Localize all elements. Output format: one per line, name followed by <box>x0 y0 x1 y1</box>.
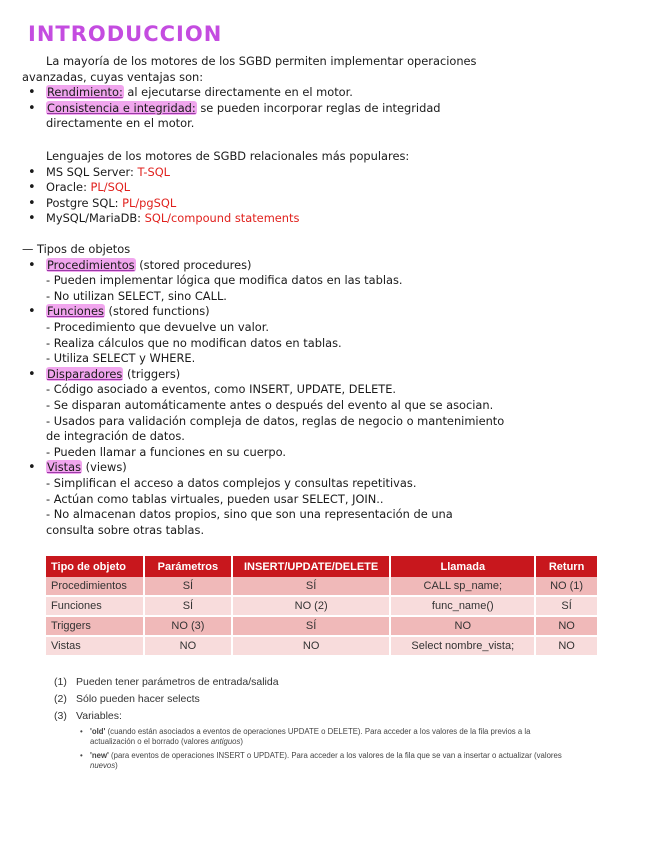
table-cell: SÍ <box>144 577 232 596</box>
column-header: Return <box>535 556 598 577</box>
description-line: - Pueden implementar lógica que modifica datos en las tablas. <box>46 273 403 288</box>
object-type-item <box>22 460 642 538</box>
advantage-item <box>22 101 642 132</box>
language-item <box>22 196 642 212</box>
object-type-english: (stored functions) <box>104 304 210 319</box>
object-type-item <box>22 258 642 305</box>
variable-text: (cuando están asociados a eventos de operaciones UPDATE o DELETE). Para acceder a los valores de la fila previos a la actualización o el borrado (valores <box>90 727 531 746</box>
table-row <box>46 616 598 636</box>
object-types-list <box>22 258 642 539</box>
variable-item <box>80 727 574 747</box>
table-cell: CALL sp_name; <box>390 577 535 596</box>
variable-text-end: ) <box>240 737 244 746</box>
advantage-text: al ejecutarse directamente en el motor. <box>123 85 353 100</box>
object-type-item <box>22 304 642 366</box>
footnotes <box>54 676 574 775</box>
column-header: Parámetros <box>144 556 232 577</box>
variable-text-end: ) <box>115 761 118 770</box>
object-type-english: (views) <box>82 460 127 475</box>
highlight-term: Vistas <box>47 460 82 475</box>
highlight-term: Consistencia e integridad: <box>47 100 196 115</box>
description-line: consulta sobre otras tablas. <box>46 522 205 537</box>
description-line: - Código asociado a eventos, como INSERT, UPDATE, DELETE. <box>46 382 397 397</box>
description-line: de integración de datos. <box>46 429 185 444</box>
intro-line-2: avanzadas, cuyas ventajas son: <box>22 69 204 84</box>
engine-name: MySQL/MariaDB: <box>46 211 145 226</box>
table-cell: func_name() <box>390 596 535 616</box>
description-line: - No utilizan SELECT, sino CALL. <box>46 288 227 303</box>
description-line: - Actúan como tablas virtuales, pueden usar SELECT, JOIN.. <box>46 491 384 506</box>
footnote-number: (2) <box>54 693 67 705</box>
table-cell: Triggers <box>46 616 144 636</box>
table-cell: NO (3) <box>144 616 232 636</box>
description-line: - Pueden llamar a funciones en su cuerpo. <box>46 444 287 459</box>
engine-name: MS SQL Server: <box>46 164 138 179</box>
language-name: PL/SQL <box>90 180 131 195</box>
footnote-text: Pueden tener parámetros de entrada/salida <box>76 676 279 688</box>
column-header: Llamada <box>390 556 535 577</box>
table-cell: NO <box>390 616 535 636</box>
advantages-list <box>22 85 642 132</box>
highlight-term: Procedimientos <box>47 257 135 272</box>
table-cell: SÍ <box>144 596 232 616</box>
page-title: INTRODUCCION <box>28 22 223 46</box>
language-name: PL/pgSQL <box>122 195 177 210</box>
language-name: SQL/compound statements <box>144 211 300 226</box>
table-cell: NO <box>144 636 232 656</box>
advantage-text: directamente en el motor. <box>46 116 195 131</box>
variable-name: 'old' <box>90 727 106 736</box>
description-line: - Usados para validación compleja de datos, reglas de negocio o mantenimiento <box>46 413 505 428</box>
language-name: T-SQL <box>137 164 171 179</box>
table-row <box>46 596 598 616</box>
description-line: - Se disparan automáticamente antes o después del evento al que se asocian. <box>46 397 494 412</box>
language-item <box>22 165 642 181</box>
footnote-text: Sólo pueden hacer selects <box>76 693 200 705</box>
engine-name: Oracle: <box>46 180 91 195</box>
language-item <box>22 211 642 227</box>
table-cell: Vistas <box>46 636 144 656</box>
highlight-term: Rendimiento: <box>47 85 123 100</box>
variable-item <box>80 751 574 771</box>
advantage-item <box>22 85 642 101</box>
highlight-term: Funciones <box>47 304 104 319</box>
table-cell: Funciones <box>46 596 144 616</box>
description-line: - No almacenan datos propios, sino que son una representación de una <box>46 507 453 522</box>
highlight-term: Disparadores <box>47 366 123 381</box>
object-type-english: (triggers) <box>123 366 181 381</box>
variable-text: (para eventos de operaciones INSERT o UPDATE). Para acceder a los valores de la fila que se van a insertar o actualizar (valores <box>108 751 562 760</box>
table-cell: SÍ <box>232 577 391 596</box>
table-cell: NO <box>535 636 598 656</box>
table-row <box>46 636 598 656</box>
intro-section <box>22 54 642 132</box>
languages-section <box>22 149 642 227</box>
description-line: - Utiliza SELECT y WHERE. <box>46 351 196 366</box>
languages-heading: Lenguajes de los motores de SGBD relacionales más populares: <box>46 149 410 163</box>
column-header: INSERT/UPDATE/DELETE <box>232 556 391 577</box>
table-cell: SÍ <box>535 596 598 616</box>
footnote-item <box>54 693 574 705</box>
comparison-table <box>46 556 599 657</box>
variable-emphasis: antiguos <box>210 737 241 746</box>
description-line: - Simplifican el acceso a datos complejos y consultas repetitivas. <box>46 475 417 490</box>
description-line: - Procedimiento que devuelve un valor. <box>46 319 270 334</box>
table-cell: NO (2) <box>232 596 391 616</box>
variable-name: 'new' <box>90 751 109 760</box>
table-cell: NO <box>535 616 598 636</box>
footnote-text: Variables: <box>76 710 122 722</box>
variables-list <box>80 727 574 771</box>
table-cell: Select nombre_vista; <box>390 636 535 656</box>
footnote-number: (3) <box>54 710 67 722</box>
footnote-number: (1) <box>54 676 67 688</box>
object-types-heading: — Tipos de objetos <box>22 242 131 256</box>
column-header: Tipo de objeto <box>46 556 144 577</box>
footnote-item <box>54 710 574 722</box>
table-header-row <box>46 556 598 577</box>
description-line: - Realiza cálculos que no modifican datos en tablas. <box>46 335 342 350</box>
table-cell: NO (1) <box>535 577 598 596</box>
variable-emphasis: nuevos <box>90 761 116 770</box>
table-cell: SÍ <box>232 616 391 636</box>
object-type-english: (stored procedures) <box>135 257 252 272</box>
language-item <box>22 180 642 196</box>
engine-name: Postgre SQL: <box>46 195 123 210</box>
intro-line-1: La mayoría de los motores de los SGBD permiten implementar operaciones <box>46 54 477 68</box>
table-cell: NO <box>232 636 391 656</box>
table-row <box>46 577 598 596</box>
languages-list <box>22 165 642 227</box>
table-cell: Procedimientos <box>46 577 144 596</box>
advantage-text: se pueden incorporar reglas de integridad <box>196 100 441 115</box>
object-types-section <box>22 242 642 538</box>
footnote-item <box>54 676 574 688</box>
object-type-item <box>22 367 642 461</box>
